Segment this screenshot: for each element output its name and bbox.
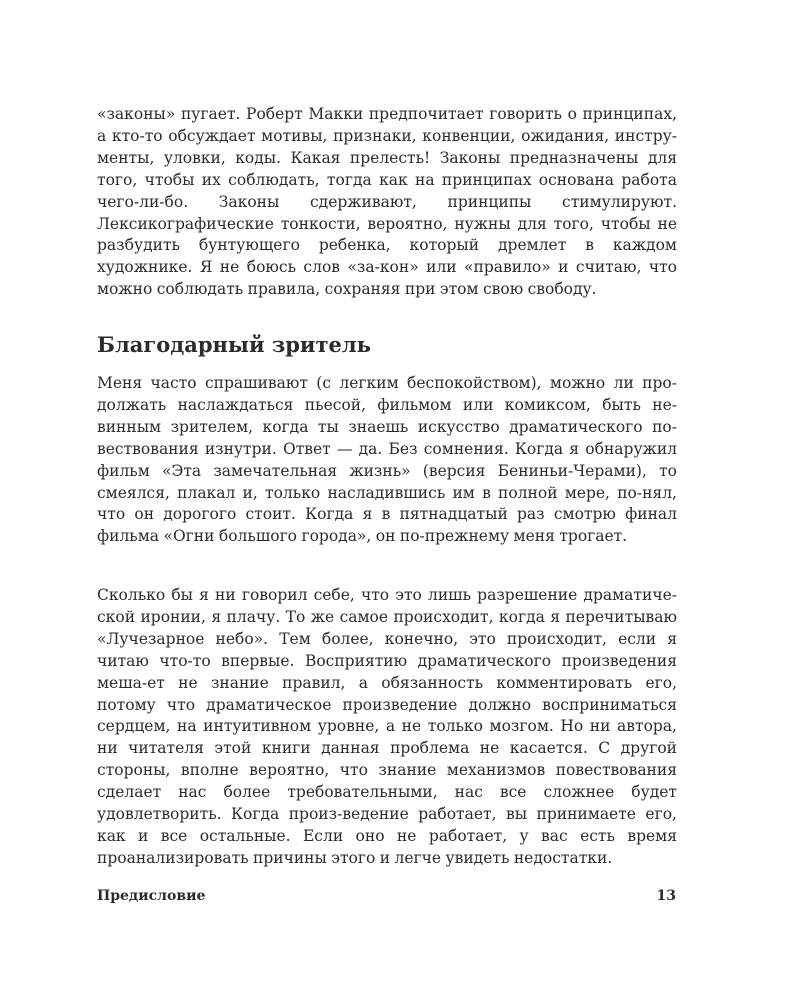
paragraph-third — [97, 585, 677, 870]
section-heading: Благодарный зритель — [97, 332, 371, 357]
footer-section-title: Предисловие — [97, 888, 206, 904]
paragraph-text: Сколько бы я ни говорил себе, что это лишь разрешение драматиче-ской иронии, я плачу. То же самое происходит, когда я перечитываю «Лучезарное небо». Тем более, конечно, это происходит, если я читаю что-то впервые. Восприятию драматического произведения меша-ет не знание правил, а обязанность комментировать его, потому что драматическое произведение должно восприниматься сердцем, на интуитивном уровне, а не только мозгом. Но ни автора, ни читателя этой книги данная проблема не касается. С другой стороны, вполне вероятно, что знание механизмов повествования сделает нас более требовательными, нас все сложнее будет удовлетворить. Когда произ-ведение работает, вы принимаете его, как и все остальные. Если оно не работает, у вас есть время проанализировать причины этого и легче увидеть недостатки. — [97, 586, 677, 867]
paragraph-text: Меня часто спрашивают (с легким беспокойством), можно ли про-должать наслаждаться пьесой, фильмом или комиксом, быть не-винным зрителем, когда ты знаешь искусство драматического по-вествования изнутри. Ответ — да. Без сомнения. Когда я обнаружил фильм «Эта замечательная жизнь» (версия Бениньи-Черами), то смеялся, плакал и, только насладившись им в полной мере, по-нял, что он дорогого стоит. Когда я в пятнадцатый раз смотрю финал фильма «Огни большого города», он по-прежнему меня трогает. — [97, 374, 677, 546]
footer-page-number: 13 — [656, 888, 676, 904]
paragraph-second — [97, 373, 677, 548]
paragraph-text: «законы» пугает. Роберт Макки предпочитает говорить о принципах, а кто-то обсуждает мотивы, признаки, конвенции, ожидания, инстру-менты, уловки, коды. Какая прелесть! Законы предназначены для того, чтобы их соблюдать, тогда как на принципах основана работа чего-ли-бо. Законы сдерживают, принципы стимулируют. Лексикографические тонкости, вероятно, нужны для того, чтобы не разбудить бунтующего ребенка, который дремлет в каждом художнике. Я не боюсь слов «за-кон» или «правило» и считаю, что можно соблюдать правила, сохраняя при этом свою свободу. — [97, 105, 677, 299]
paragraph-intro — [97, 104, 677, 301]
